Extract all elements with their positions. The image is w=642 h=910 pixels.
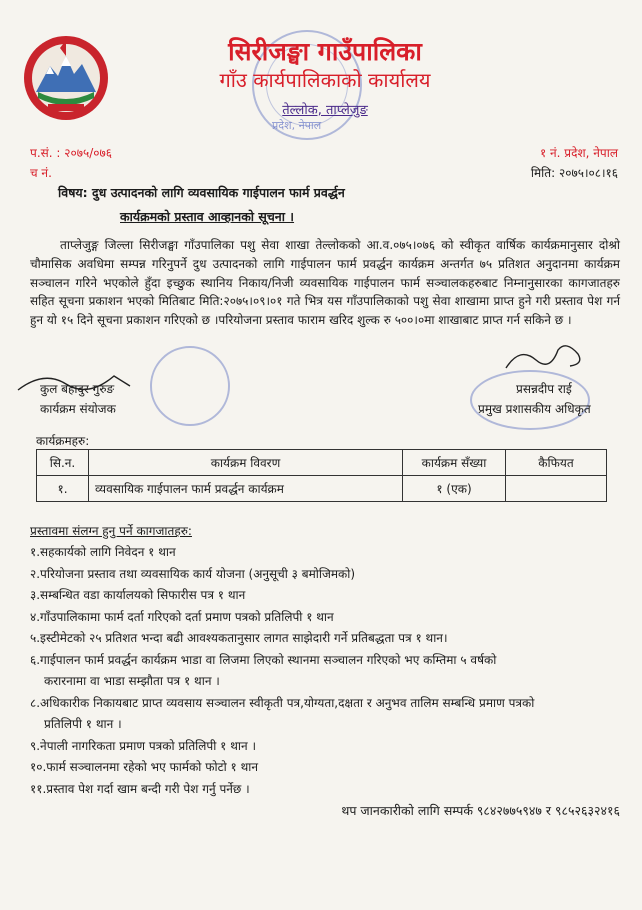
col-count: कार्यक्रम सँख्या (403, 450, 506, 476)
list-item: ५.इस्टीमेटको २५ प्रतिशत भन्दा बढी आवश्यकतानुसार लागत साझेदारी गर्ने प्रतिबद्धता पत्र १ थान। (30, 631, 448, 645)
documents-title: प्रस्तावमा संलग्न हुनु पर्ने कागजातहरु: (30, 524, 192, 538)
contact-footer: थप जानकारीको लागि सम्पर्क ९८४२७७५९४७ र ९८५२६३२४१६ (341, 803, 620, 818)
table-row (37, 476, 607, 502)
subject-line-2: कार्यक्रमको प्रस्ताव आव्हानको सूचना । (120, 209, 295, 224)
office-address: तेल्लोक, ताप्लेजुङ (282, 103, 368, 118)
list-item: ६.गाईपालन फार्म प्रवर्द्धन कार्यक्रम भाडा वा लिजमा लिएको स्थानमा सञ्चालन गरिएको भए कम्तिमा ५ वर्षको (30, 652, 497, 667)
cell-remarks (506, 476, 607, 502)
table-header-row (37, 450, 607, 476)
documents-list (30, 542, 620, 800)
nepal-emblem-icon (22, 34, 110, 122)
program-stamp (150, 346, 230, 426)
list-item: ४.गाँउपालिकामा फार्म दर्ता गरिएको दर्ता प्रमाण पत्रको प्रतिलिपी १ थान (30, 609, 334, 624)
reference-number: प.सं. : २०७५/०७६ (30, 146, 112, 160)
stamp-text: प्रदेश, नेपाल (272, 119, 322, 132)
subject-line: विषय: दुध उत्पादनको लागि व्यवसायिक गाईपालन फार्म प्रवर्द्धन (58, 185, 345, 200)
municipality-title: सिरीजङ्घा गाउँपालिका (228, 37, 422, 66)
coordinator-name: कुल बहादुर गुरुङ (40, 382, 115, 396)
cell-count: १ (एक) (403, 476, 506, 502)
list-item: ९.नेपाली नागरिकता प्रमाण पत्रको प्रतिलिपी १ थान । (30, 738, 257, 753)
officer-role: प्रमुख प्रशासकीय अधिकृत (478, 402, 591, 416)
officer-name: प्रसन्नदीप राई (516, 382, 572, 396)
col-description: कार्यक्रम विवरण (89, 450, 403, 476)
dispatch-number: च नं. (30, 166, 52, 180)
province-label: १ नं. प्रदेश, नेपाल (539, 146, 618, 160)
col-remarks: कैफियत (506, 450, 607, 476)
list-item-continued: करारनामा वा भाडा सम्झौता पत्र १ थान । (44, 674, 220, 688)
list-item: २.परियोजना प्रस्ताव तथा व्यवसायिक कार्य योजना (अनुसूची ३ बमोजिमको) (30, 566, 356, 581)
list-item: ८.अधिकारीक निकायबाट प्राप्त व्यवसाय सञ्चालन स्वीकृती पत्र,योग्यता,दक्षता र अनुभव तालिम सम्बन्धि प्रमाण पत्रको (30, 695, 535, 710)
coordinator-role: कार्यक्रम संयोजक (40, 402, 116, 416)
list-item: १०.फार्म सञ्चालनमा रहेको भए फार्मको फोटो १ थान (30, 760, 259, 774)
right-signature (500, 336, 590, 376)
cell-serial: १. (37, 476, 89, 502)
letter-date: मिति: २०७५।०८।१६ (530, 166, 618, 180)
list-item: ३.सम्बन्धित वडा कार्यालयको सिफारीस पत्र १ थान (30, 588, 246, 602)
programs-label: कार्यक्रमहरु: (36, 434, 90, 448)
list-item: ११.प्रस्ताव पेश गर्दा खाम बन्दी गरी पेश गर्नु पर्नेछ । (30, 781, 250, 796)
notice-body: ताप्लेजुङ्ग जिल्ला सिरीजङ्घा गाँउपालिका पशु सेवा शाखा तेल्लोकको आ.व.०७५।०७६ को स्वीकृत वार्षिक कार्यक्रमानुसार दोश्रो चौमासिक अवधिमा सम्पन्न गरिनुपर्ने दुध उत्पादनको लागि गाईपालन फार्म प्रवर्द्धन कार्यक्रम अन्तर्गत ७५ प्रतिशत अनुदानमा कार्यक्रम सञ्चालन गरिने भएकोले हुँदा इच्छुक स्थानिय निकाय/निजी व्यवसायिक गाईपालन फार्म सञ्चालकहरुबाट निम्नानुसारका कागजातहरु सहित सूचना प्रकाशन भएको मितिबाट मिति:२०७५।०९।०१ गते भित्र यस गाँउपालिकाको पशु सेवा शाखामा प्राप्त हुने गरी प्रस्ताव पेश गर्न हुन यो १५ दिने सूचना प्रकाशन गरिएको छ ।परियोजना प्रस्ताव फाराम खरिद शुल्क रु ५००।०मा शाखाबाट प्राप्त गर्न सकिने छ । (30, 238, 620, 328)
col-serial: सि.न. (37, 450, 89, 476)
list-item-continued: प्रतिलिपी १ थान । (44, 717, 122, 731)
list-item: १.सहकार्यको लागि निवेदन १ थान (30, 545, 176, 559)
cell-description: व्यवसायिक गाईपालन फार्म प्रवर्द्धन कार्यक्रम (89, 476, 403, 502)
programs-table (36, 449, 607, 502)
office-subtitle: गाँउ कार्यपालिकाको कार्यालय (219, 68, 431, 92)
